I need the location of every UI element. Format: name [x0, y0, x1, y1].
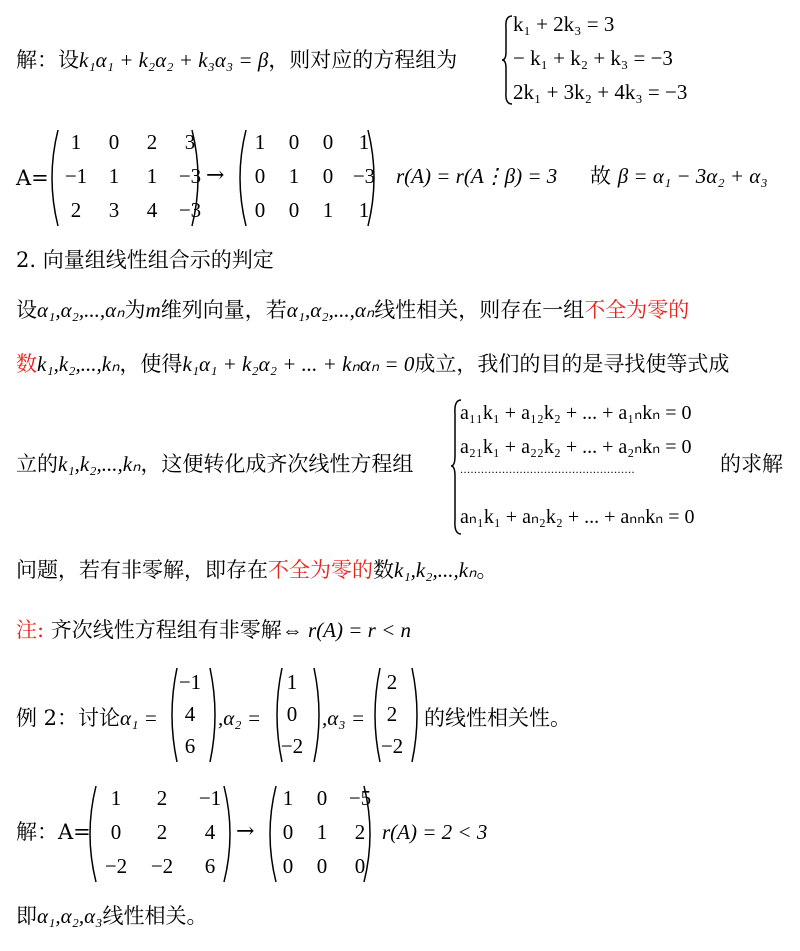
matrix-b-cell: −1 [198, 786, 222, 810]
system1-row-3: 2k₁ + 3k₂ + 4k₃ = −3 [513, 80, 688, 104]
solution-line-1 [16, 46, 457, 74]
section-heading: 2. 向量组线性组合示的判定 [16, 248, 274, 272]
vector-cell: 0 [286, 702, 298, 726]
vector-list: α₁,α₂,α₃ [37, 904, 103, 928]
text: 的求解 [720, 452, 783, 476]
paragraph-line-3 [16, 450, 413, 478]
rank-statement-2: r(A) = 2 < 3 [382, 820, 488, 844]
linear-combination-equation: k₁α₁ + k₂α₂ + k₃α₃ = β [79, 48, 269, 72]
text: 。 [476, 558, 498, 582]
text: 线性相关，则存在一组 [374, 298, 585, 322]
text: 成立，我们的目的是寻找使等式成 [414, 352, 730, 376]
combination-equation: k₁α₁ + k₂α₂ + ... + kₙαₙ = 0 [182, 352, 415, 376]
matrix-br-cell: 0 [316, 854, 328, 878]
final-text: 线性相关。 [102, 904, 208, 928]
matrix-a-cell: 0 [108, 130, 120, 154]
note-line [16, 616, 411, 644]
highlight-text: 不全为零的 [268, 558, 373, 582]
matrix-br-cell: 2 [354, 820, 366, 844]
matrix-a-cell: 1 [70, 130, 82, 154]
system2-row-n: aₙ₁k₁ + aₙ₂k₂ + ... + aₙₙkₙ = 0 [460, 506, 695, 528]
paren-br-right [362, 784, 378, 884]
text: 维列向量，若 [160, 298, 287, 322]
note-label: 注: [16, 618, 45, 642]
system2-row-2: a₂₁k₁ + a₂₂k₂ + ... + a₂ₙkₙ = 0 [460, 436, 692, 458]
text: 设 [16, 298, 37, 322]
matrix-br-cell: 1 [282, 786, 294, 810]
right-paren-a [190, 128, 206, 228]
alpha2-label: ,α₂ = [218, 706, 261, 730]
alpha3-label: ,α₃ = [322, 706, 365, 730]
matrix-b-cell: 6 [204, 854, 216, 878]
coefficient-list: k₁,k₂,...,kₙ [58, 452, 141, 476]
matrix-a-cell: 1 [108, 164, 120, 188]
vector-cell: −2 [280, 734, 304, 758]
paren-v3-right [410, 666, 424, 764]
rank-statement-1: r(A) = r(A⋮β) = 3 [396, 164, 558, 188]
text: ，这便转化成齐次线性方程组 [140, 452, 414, 476]
matrix-a-label: A= [16, 166, 49, 190]
vector-cell: −1 [178, 670, 202, 694]
paragraph-line-4 [16, 556, 497, 584]
paragraph-line-2 [16, 350, 729, 378]
final-conclusion: 即α₁,α₂,α₃线性相关。 [16, 904, 208, 928]
vector-cell: 1 [286, 670, 298, 694]
matrix-b-cell: 4 [204, 820, 216, 844]
text: 为 [124, 298, 146, 322]
left-brace-1 [501, 14, 513, 106]
solution2-label: 解：A= [16, 820, 91, 844]
matrix-ar-cell: 1 [358, 198, 370, 222]
matrix-a-cell: −1 [64, 164, 88, 188]
coefficient-list: k₁,k₂,...,kₙ [394, 558, 477, 582]
system1-row-2: − k₁ + k₂ + k₃ = −3 [513, 46, 673, 70]
matrix-ar-cell: 0 [322, 164, 334, 188]
alpha1-label: α₁ = [120, 706, 158, 730]
conclusion-equation: β = α₁ − 3α₂ + α₃ [617, 164, 768, 188]
system2-dots: .................................................. [460, 462, 635, 476]
solution-label: 解：设 [16, 48, 79, 72]
matrix-ar-cell: 1 [358, 130, 370, 154]
vector-list: α₁,α₂,...,αₙ [286, 298, 375, 322]
text: 数 [373, 558, 394, 582]
highlight-text: 不全为零的 [584, 298, 690, 322]
note-text: 齐次线性方程组有非零解 [44, 618, 282, 642]
text: 立的 [16, 452, 58, 476]
matrix-ar-cell: 1 [322, 198, 334, 222]
system-intro-text: ，则对应的方程组为 [268, 48, 458, 72]
right-paren-a-reduced [366, 128, 382, 228]
matrix-a-cell: 2 [146, 130, 158, 154]
matrix-br-cell: 0 [282, 854, 294, 878]
matrix-a-cell: 3 [184, 130, 196, 154]
matrix-br-cell: 1 [316, 820, 328, 844]
matrix-br-cell: 0 [354, 854, 366, 878]
matrix-ar-cell: 0 [288, 130, 300, 154]
matrix-br-cell: 0 [316, 786, 328, 810]
matrix-a-cell: −3 [178, 164, 202, 188]
matrix-ar-cell: 1 [288, 164, 300, 188]
arrow-icon: → [206, 163, 225, 188]
matrix-a-cell: −3 [178, 198, 202, 222]
note-equation: ⇔ r(A) = r < n [281, 618, 412, 642]
example-tail-text: 的线性相关性。 [424, 706, 571, 730]
paragraph-line-1 [16, 296, 689, 324]
system2-row-1: a₁₁k₁ + a₁₂k₂ + ... + a₁ₙkₙ = 0 [460, 402, 692, 424]
text: 问题，若有非零解，即存在 [16, 558, 268, 582]
example-label: 例 2：讨论 [16, 706, 121, 730]
vector-list: α₁,α₂,...,αₙ [37, 298, 125, 322]
vector-cell: 2 [386, 670, 398, 694]
matrix-ar-cell: 1 [254, 130, 266, 154]
matrix-br-cell: 0 [282, 820, 294, 844]
matrix-br-cell: −5 [348, 786, 372, 810]
vector-cell: −2 [380, 734, 404, 758]
conclusion-1 [590, 162, 768, 190]
matrix-a-cell: 1 [146, 164, 158, 188]
matrix-ar-cell: 0 [288, 198, 300, 222]
matrix-b-cell: 0 [110, 820, 122, 844]
matrix-ar-cell: −3 [352, 164, 376, 188]
dimension-variable: m [145, 298, 161, 322]
matrix-ar-cell: 0 [254, 198, 266, 222]
vector-cell: 4 [184, 702, 196, 726]
matrix-a-cell: 2 [70, 198, 82, 222]
conclusion-label: 故 [590, 164, 611, 188]
matrix-a-cell: 4 [146, 198, 158, 222]
matrix-b-cell: −2 [150, 854, 174, 878]
system1-row-1: k₁ + 2k₃ = 3 [513, 12, 615, 36]
vector-cell: 6 [184, 734, 196, 758]
vector-cell: 2 [386, 702, 398, 726]
matrix-b-cell: 2 [156, 786, 168, 810]
example-2-line [16, 704, 158, 732]
matrix-b-cell: 1 [110, 786, 122, 810]
matrix-a-cell: 3 [108, 198, 120, 222]
matrix-b-cell: 2 [156, 820, 168, 844]
matrix-ar-cell: 0 [254, 164, 266, 188]
matrix-ar-cell: 0 [322, 130, 334, 154]
text: ，使得 [119, 352, 183, 376]
matrix-b-cell: −2 [104, 854, 128, 878]
highlight-text: 数 [16, 352, 37, 376]
arrow-icon: → [236, 819, 255, 844]
coefficient-list: k₁,k₂,...,kₙ [37, 352, 120, 376]
